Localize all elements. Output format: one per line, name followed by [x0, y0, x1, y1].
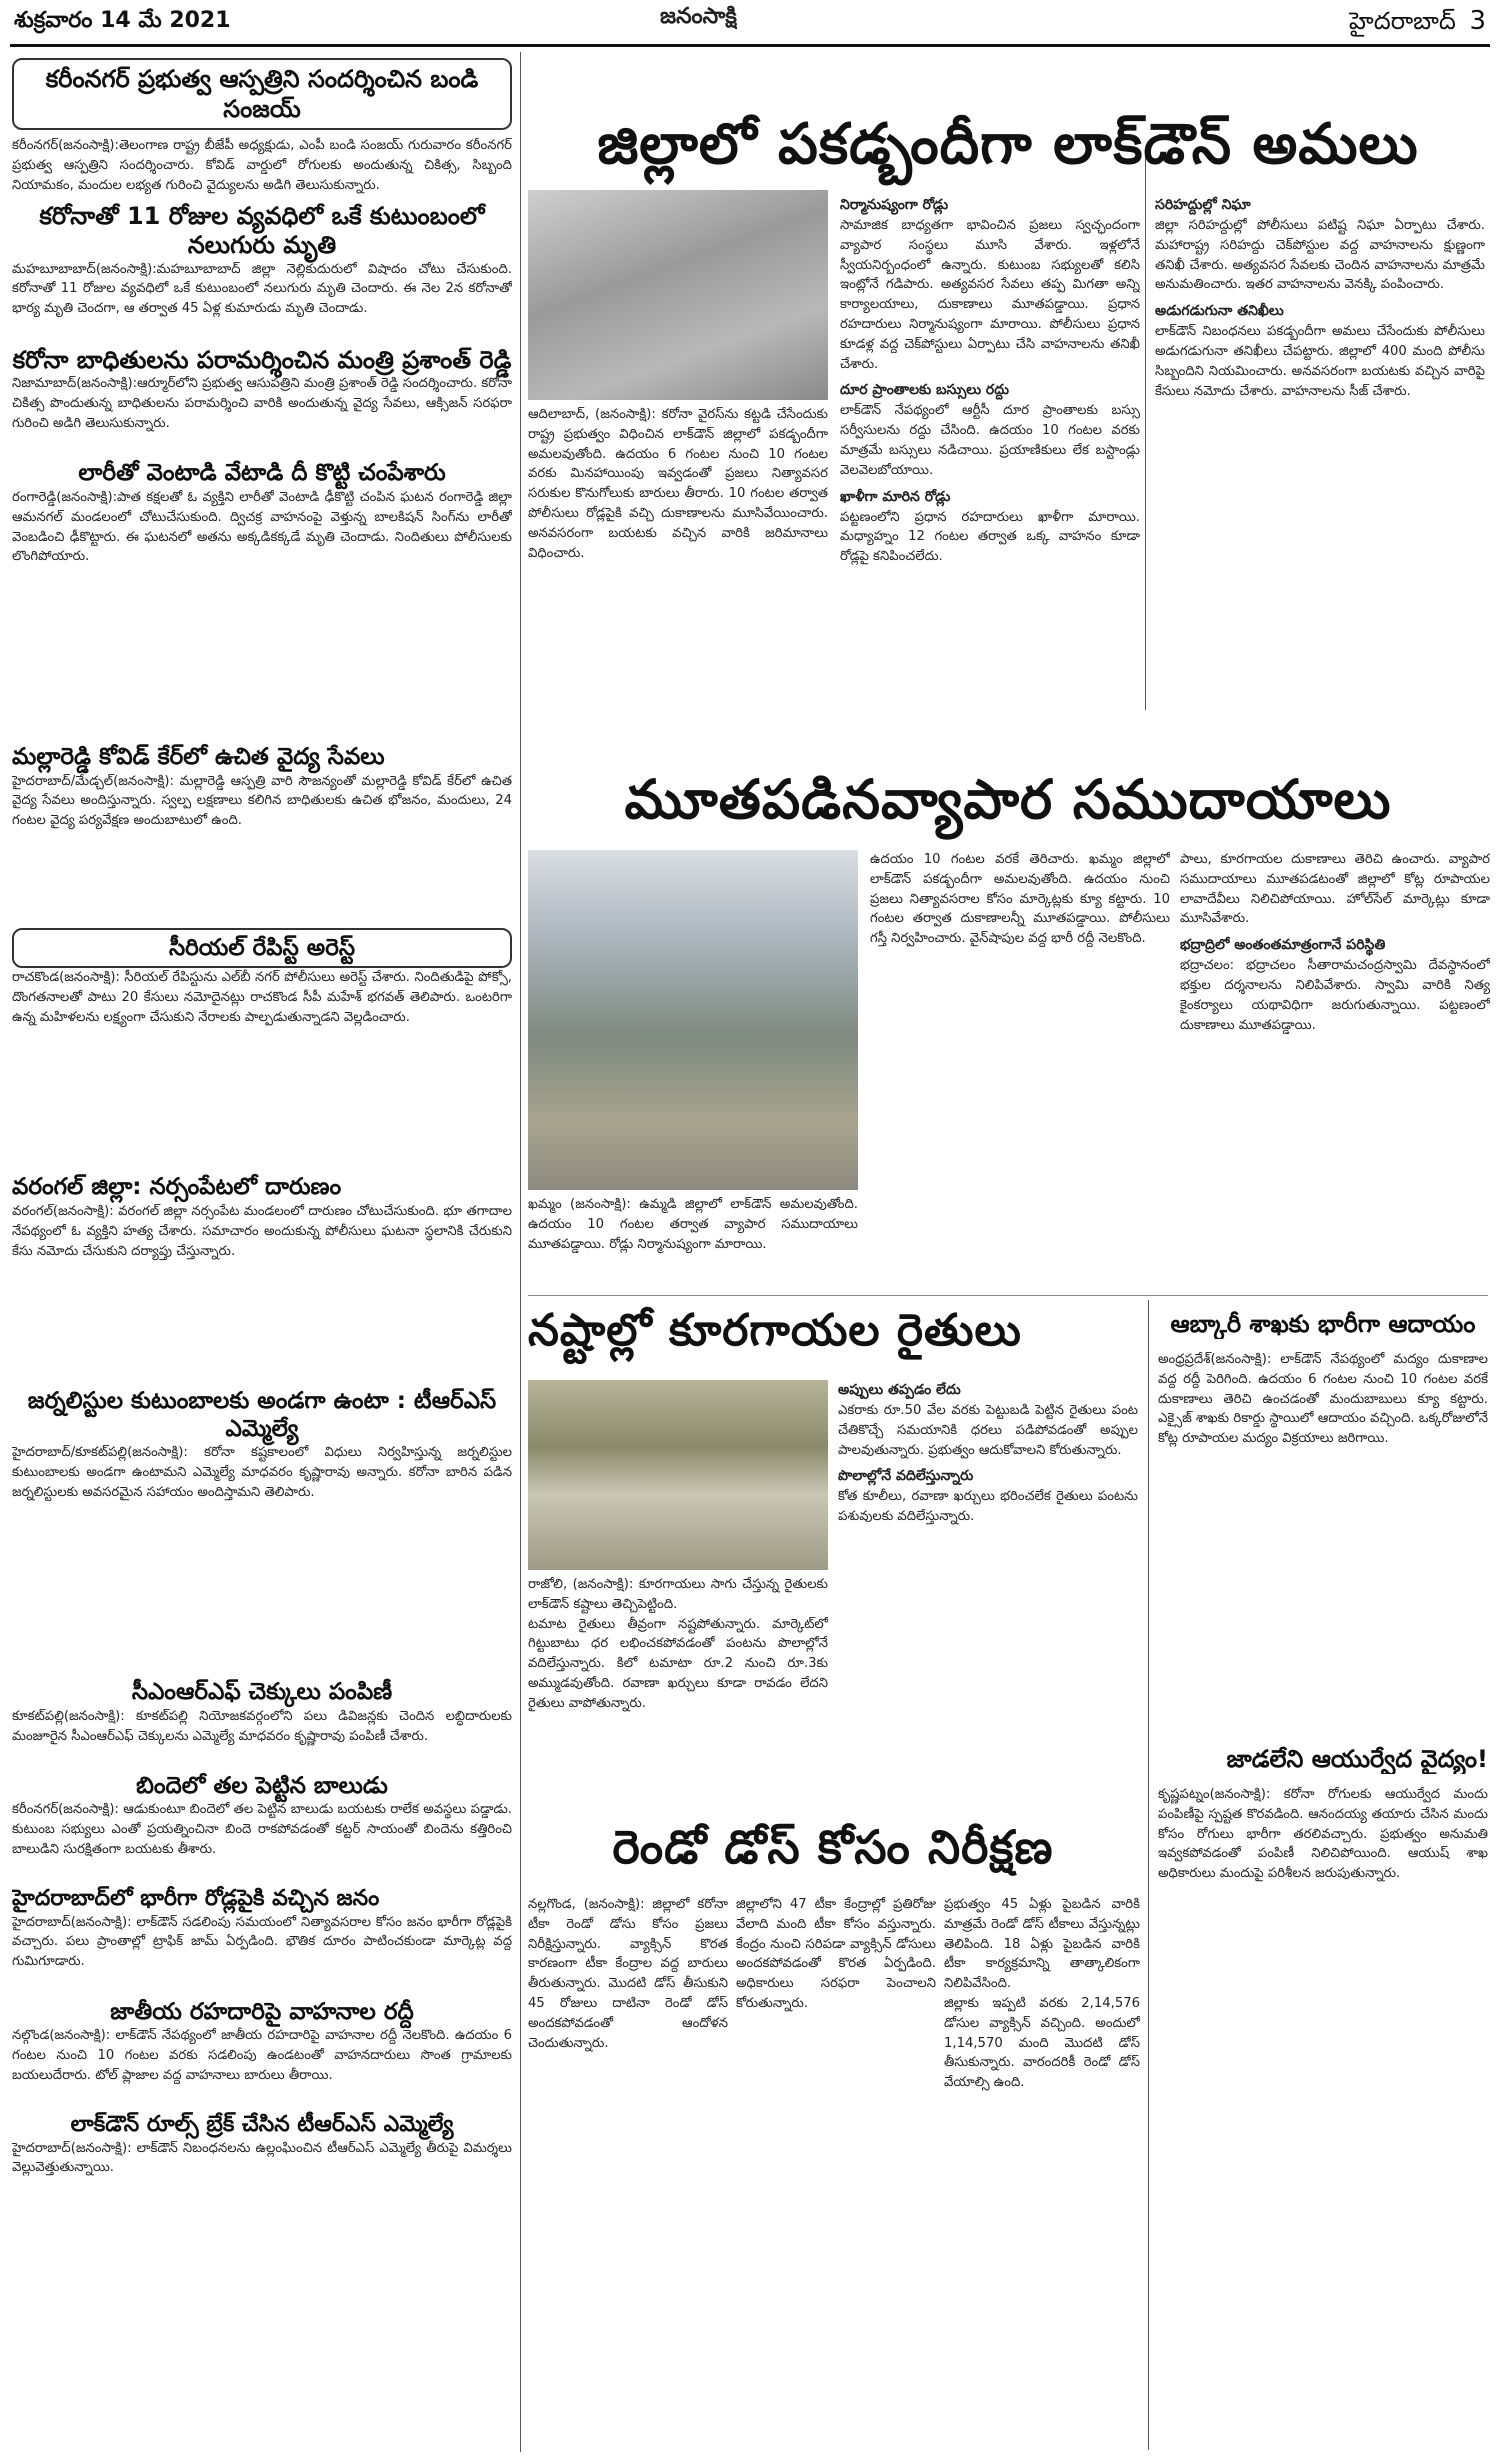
city-aerial-photo — [528, 850, 858, 1190]
left-story-headline: సీఎంఆర్ఎఫ్ చెక్కులు పంపిణీ — [131, 1679, 393, 1706]
business-body-col3 — [1180, 850, 1490, 1290]
section-divider — [528, 1295, 1488, 1296]
business-body: ఉదయం 10 గంటల వరకే తెరిచారు. ఖమ్మం జిల్లాలో లాక్‌డౌన్ పకడ్బందీగా అమలవుతోంది. ఉదయం నుంచి ప్రజలు నిత్యావసరాల కోసం మార్కెట్లకు క్యూ కట్టారు. 10 గంటల తర్వాత దుకాణాలన్నీ మూతపడ్డాయి. పోలీసులు గస్తీ నిర్వహించారు. వైన్‌షాపుల వద్ద భారీ రద్దీ నెలకొంది. — [870, 852, 1170, 947]
lockdown-subhead: అడుగడుగునా తనిఖీలు — [1155, 303, 1284, 320]
edition-city: హైదరాబాద్ — [1348, 7, 1456, 35]
excise-body: అంధ్రప్రదేశ్(జనంసాక్షి): లాక్‌డౌన్ నేపథ్యంలో మద్యం దుకాణాల వద్ద రద్దీ పెరిగింది. ఉదయం 6 గంటల నుంచి 10 గంటల వరకే దుకాణాలు తెరిచి ఉంచడంతో మందుబాబులు క్యూ కట్టారు. ఎక్సైజ్ శాఖకు రికార్డు స్థాయిలో ఆదాయం వచ్చింది. ఒక్కరోజులోనే కోట్ల రూపాయల మద్యం విక్రయాలు జరిగాయి. — [1158, 1352, 1488, 1447]
business-body-para: పాలు, కూరగాయల దుకాణాలు తెరిచి ఉంచారు. వ్యాపార సముదాయాలు మూతపడటంతో జిల్లాలో కోట్ల రూపాయల లావాదేవీలు నిలిచిపోయాయి. హోల్‌సేల్ మార్కెట్లు కూడా మూసివేశారు. — [1180, 852, 1490, 927]
farmers-caption — [528, 1575, 828, 1795]
farmers-body-para: టమాట రైతులు తీవ్రంగా నష్టపోతున్నారు. మార్కెట్‌లో గిట్టుబాటు ధర లభించకపోవడంతో పంటను పొలాల్లోనే వదిలేస్తున్నారు. కిలో టమాటా రూ.2 నుంచి రూ.3కు అమ్ముడవుతోంది. రవాణా ఖర్చులు కూడా రావడం లేదని రైతులు వాపోతున్నారు. — [528, 1616, 828, 1711]
lockdown-body-col2 — [840, 195, 1140, 705]
left-story-body: హైదరాబాద్/కూకట్‌పల్లి(జనంసాక్షి): కరోనా కష్టకాలంలో విధులు నిర్వహిస్తున్న జర్నలిస్టుల కుటుంబాలకు అండగా ఉంటామని ఎమ్మెల్యే మాధవరం కృష్ణారావు అన్నారు. కరోనా బారిన పడిన జర్నలిస్టులకు అవసరమైన సహాయం అందిస్తామని తెలిపారు. — [12, 1445, 512, 1500]
ayurveda-headline: జాడలేని ఆయుర్వేద వైద్యం! — [1226, 1745, 1488, 1773]
lockdown-street-photo — [528, 190, 828, 400]
left-story-body: రంగారెడ్డి(జనంసాక్షి):పాత కక్షలతో ఓ వ్యక్తిని లారీతో వెంటాడి ఢీకొట్టి చంపిన ఘటన రంగారెడ్డి జిల్లా ఆమనగల్ మండలంలో చోటుచేసుకుంది. ద్విచక్ర వాహనంపై వెళ్తున్న బాలకిషన్ సింగ్‌ను లారీతో వెంబడించి ఢీకొట్టారు. ఈ ఘటనలో అతను అక్కడికక్కడే మృతి చెందాడు. నిందితులు పోలీసులకు లొంగిపోయారు. — [12, 489, 512, 565]
left-story-headline: కరోనా బాధితులను పరామర్శించిన మంత్రి ప్రశాంత్ రెడ్డి — [12, 345, 512, 374]
farmers-subhead: అప్పులు తప్పడం లేదు — [838, 1382, 961, 1398]
lockdown-body-col3 — [1155, 195, 1485, 705]
left-column — [12, 58, 512, 2453]
second-dose-body-para: జిల్లాకు ఇప్పటి వరకు 2,14,576 డోసుల వ్యాక్సిన్ వచ్చింది. అందులో 1,14,570 మంది మొదటి డోస్ తీసుకున్నారు. వారందరికీ రెండో డోస్ వేయాల్సి ఉంది. — [944, 1995, 1140, 2091]
lockdown-body-para: పట్టణంలోని ప్రధాన రహదారులు ఖాళీగా మారాయి. మధ్యాహ్నం 12 గంటల తర్వాత ఒక్క వాహనం కూడా రోడ్లపై కనిపించలేదు. — [840, 509, 1140, 565]
left-story-body: వరంగల్(జనంసాక్షి): వరంగల్ జిల్లా నర్సంపేట మండలంలో దారుణం చోటుచేసుకుంది. భూ తగాదాల నేపథ్యంలో ఓ వ్యక్తిని హత్య చేశారు. సమాచారం అందుకున్న పోలీసులు ఘటనా స్థలానికి చేరుకుని కేసు నమోదు చేసుకుని దర్యాప్తు చేస్తున్నారు. — [12, 1203, 512, 1259]
left-story-body: మహబూబాబాద్(జనంసాక్షి):మహబూబాబాద్ జిల్లా నెల్లికుదురులో విషాదం చోటు చేసుకుంది. కరోనాతో 11 రోజుల వ్యవధిలో ఒకే కుటుంబంలో నలుగురు మృతి చెందారు. ఈ నెల 2న కరోనాతో భార్య మృతి చెందగా, ఆ తర్వాత 45 ఏళ్ల కుమారుడు మృతి చెందాడు. — [12, 261, 512, 317]
second-dose-body-para: ప్రభుత్వం 45 ఏళ్లు పైబడిన వారికి మాత్రమే రెండో డోస్ టీకాలు వేస్తున్నట్లు తెలిపింది. 18 ఏళ్లు పైబడిన వారికి టీకా కార్యక్రమాన్ని తాత్కాలికంగా నిలిపివేసింది. — [944, 1897, 1140, 1992]
left-story-body: నల్గొండ(జనంసాక్షి): లాక్‌డౌన్ నేపథ్యంలో జాతీయ రహదారిపై వాహనాల రద్దీ నెలకొంది. ఉదయం 6 గంటల నుంచి 10 గంటల వరకు సడలింపు ఉండటంతో వాహనదారులు సొంత గ్రామాలకు బయలుదేరారు. టోల్ ప్లాజాల వద్ద వాహనాలు బారులు తీరాయి. — [12, 2028, 512, 2083]
vegetable-field-photo — [528, 1380, 828, 1570]
farmers-body-para: కోత కూలీలు, రవాణా ఖర్చులు భరించలేక రైతులు పంటను పశువులకు వదిలేస్తున్నారు. — [838, 1489, 1138, 1525]
lockdown-subhead: దూర ప్రాంతాలకు బస్సులు రద్దు — [840, 382, 1009, 399]
lockdown-body-para: లాక్‌డౌన్ నేపథ్యంలో ఆర్టీసీ దూర ప్రాంతాలకు బస్సు సర్వీసులను రద్దు చేసింది. ఉదయం 10 గంటల వరకు మాత్రమే బస్సులు నడిచాయి. ప్రయాణికులు లేక బస్టాండ్లు వెలవెలబోయాయి. — [840, 403, 1140, 478]
lockdown-body-para: సామాజిక బాధ్యతగా భావించిన ప్రజలు స్వచ్ఛందంగా వ్యాపార సంస్థలు మూసి వేశారు. ఇళ్లలోనే స్వీయనిర్బంధంలో ఉన్నారు. కుటుంబ సభ్యులతో కలిసి ఇంట్లోనే గడిపారు. అత్యవసర సేవలు తప్ప మిగతా అన్ని కార్యాలయాలు, దుకాణాలు మూతపడ్డాయి. ప్రధాన రహదారులు నిర్మానుష్యంగా మారాయి. పోలీసులు ప్రధాన కూడళ్ల వద్ద చెక్‌పోస్టులు ఏర్పాటు చేసి వాహనాలను తనిఖీ చేశారు. — [840, 218, 1140, 372]
lockdown-subhead: ఖాళీగా మారిన రోడ్లు — [840, 488, 951, 505]
column-divider — [1145, 150, 1146, 710]
left-story-body: హైదరాబాద్(జనంసాక్షి): లాక్‌డౌన్ సడలింపు సమయంలో నిత్యావసరాల కోసం జనం భారీగా రోడ్లపైకి వచ్చారు. పలు ప్రాంతాల్లో ట్రాఫిక్ జామ్ ఏర్పడింది. భౌతిక దూరం పాటించకుండా మార్కెట్ల వద్ద గుమిగూడారు. — [12, 1914, 512, 1970]
excise-headline: ఆబ్కారీ శాఖకు భారీగా ఆదాయం — [1170, 1310, 1476, 1338]
lockdown-subhead: సరిహద్దుల్లో నిఘా — [1155, 197, 1251, 213]
lockdown-body — [528, 405, 828, 705]
second-dose-body-col1: నల్లగొండ, (జనంసాక్షి): జిల్లాలో కరోనా టీకా రెండో డోసు కోసం ప్రజలు నిరీక్షిస్తున్నారు. వ్యాక్సిన్ కొరత కారణంగా టీకా కేంద్రాల వద్ద బారులు తీరుతున్నారు. మొదటి డోస్ తీసుకుని 45 రోజులు దాటినా రెండో డోస్ అందకపోవడంతో ఆందోళన చెందుతున్నారు. — [528, 1897, 728, 2051]
left-story-headline: జాతీయ రహదారిపై వాహనాల రద్దీ — [110, 1998, 414, 2025]
second-dose-body-col2: జిల్లాలోని 47 టీకా కేంద్రాల్లో ప్రతిరోజు వేలాది మంది టీకా కోసం వస్తున్నారు. కేంద్రం నుంచి సరిపడా వ్యాక్సిన్ డోసులు అందకపోవడంతో కొరత ఏర్పడింది. అధికారులు సరఫరా పెంచాలని కోరుతున్నారు. — [736, 1897, 936, 2011]
city-photo-caption: ఖమ్మం (జనంసాక్షి): ఉమ్మడి జిల్లాలో లాక్‌డౌన్ అమలవుతోంది. ఉదయం 10 గంటల తర్వాత వ్యాపార సముదాయాలు మూతపడ్డాయి. రోడ్లు నిర్మానుష్యంగా మారాయి. — [528, 1197, 858, 1252]
business-subhead: భద్రాద్రిలో అంతంతమాత్రంగానే పరిస్థితి — [1180, 937, 1386, 954]
left-story-body: కూకట్‌పల్లి(జనంసాక్షి): కూకట్‌పల్లి నియోజకవర్గంలోని పలు డివిజన్లకు చెందిన లబ్ధిదారులకు మంజూరైన సీఎంఆర్ఎఫ్ చెక్కులను ఎమ్మెల్యే మాధవరం కృష్ణారావు పంపిణీ చేశారు. — [12, 1708, 512, 1744]
farmers-subhead: పొలాల్లోనే వదిలేస్తున్నారు — [838, 1468, 974, 1485]
left-story-headline: మల్లారెడ్డి కోవిడ్ కేర్‌లో ఉచిత వైద్య సేవలు — [12, 743, 385, 770]
farmers-caption-para: రాజోలి, (జనంసాక్షి): కూరగాయలు సాగు చేస్తున్న రైతులకు లాక్‌డౌన్ కష్టాలు తెచ్చిపెట్టింది. — [528, 1577, 828, 1612]
left-story-body: రాచకొండ(జనంసాక్షి): సీరియల్ రేపిస్టును ఎల్‌బీ నగర్ పోలీసులు అరెస్ట్ చేశారు. నిందితుడిపై పోక్సో, దొంగతనాలతో పాటు 20 కేసులు నమోదైనట్లు రాచకొండ సీపీ మహేశ్ భగవత్ తెలిపారు. ఒంటరిగా ఉన్న మహిళలను లక్ష్యంగా చేసుకుని నేరాలకు పాల్పడుతున్నాడని వెల్లడించారు. — [12, 970, 512, 1025]
lockdown-subhead: నిర్మానుష్యంగా రోడ్లు — [840, 197, 949, 213]
left-story-body: హైదరాబాద్/మేడ్చల్(జనంసాక్షి): మల్లారెడ్డి ఆస్పత్రి వారి సౌజన్యంతో మల్లారెడ్డి కోవిడ్ కేర్‌లో ఉచిత వైద్య సేవలు అందిస్తున్నారు. స్వల్ప లక్షణాలు కలిగిన బాధితులకు ఉచిత భోజనం, మందులు, 24 గంటల వైద్య పర్యవేక్షణ అందుబాటులో ఉంది. — [12, 773, 512, 829]
left-story-headline: హైదరాబాద్‌లో భారీగా రోడ్లపైకి వచ్చిన జనం — [12, 1886, 380, 1912]
farmers-headline: నష్టాల్లో కూరగాయల రైతులు — [528, 1305, 1022, 1356]
farmers-body-para: ఎకరాకు రూ.50 వేల వరకు పెట్టుబడి పెట్టిన రైతులు పంట చేతికొచ్చే సమయానికి ధరలు పడిపోవడంతో అప్పుల పాలవుతున్నారు. ప్రభుత్వం ఆదుకోవాలని కోరుతున్నారు. — [838, 1403, 1138, 1458]
page-number: 3 — [1469, 6, 1486, 36]
left-story-headline: కరోనాతో 11 రోజుల వ్యవధిలో ఒకే కుటుంబంలో నలుగురు మృతి — [39, 202, 485, 259]
left-story-body: కరీంనగర్(జనంసాక్షి): ఆడుకుంటూ బిందెలో తల పెట్టిన బాలుడు బయటకు రాలేక అవస్థలు పడ్డాడు. కుటుంబ సభ్యులు ఎంతో ప్రయత్నించినా బిందె రాకపోవడంతో కట్టర్ సాయంతో బిందెను కత్తిరించి బాలుడిని సురక్షితంగా బయటకు తీశారు. — [12, 1802, 512, 1857]
left-story-body: కరీంనగర్(జనంసాక్షి):తెలంగాణ రాష్ట్ర బీజేపీ అధ్యక్షుడు, ఎంపీ బండి సంజయ్ గురువారం కరీంనగర్ ప్రభుత్వ ఆస్పత్రిని సందర్శించారు. కోవిడ్ వార్డులో రోగులకు అందుతున్న చికిత్స, సిబ్బంది నియామకం, మందుల లభ్యత గురించి వైద్యులను అడిగి తెలుసుకున్నారు. — [12, 138, 512, 193]
column-divider — [1148, 1300, 1149, 2450]
left-story-headline: కరీంనగర్ ప్రభుత్వ ఆస్పత్రిని సందర్శించిన బండి సంజయ్ — [12, 58, 512, 130]
lockdown-body-para: లాక్‌డౌన్ నిబంధనలు పకడ్బందీగా అమలు చేసేందుకు పోలీసులు అడుగడుగునా తనిఖీలు చేపట్టారు. జిల్లాలో 400 మంది పోలీసు సిబ్బందిని నియమించారు. అనవసరంగా బయటకు వచ్చిన వారిపై కేసులు నమోదు చేశారు. వాహనాలను సీజ్ చేశారు. — [1155, 324, 1485, 399]
left-story-headline: లారీతో వెంటాడి వేటాడి దీ కొట్టి చంపేశారు — [78, 460, 446, 487]
lockdown-body-para: ఆదిలాబాద్, (జనంసాక్షి): కరోనా వైరస్‌ను కట్టడి చేసేందుకు రాష్ట్ర ప్రభుత్వం విధించిన లాక్‌డౌన్ జిల్లాలో పకడ్బందీగా అమలవుతోంది. ఉదయం 6 గంటల నుంచి 10 గంటల వరకు మినహాయింపు ఇవ్వడంతో ప్రజలు నిత్యావసర సరుకుల కొనుగోలుకు బారులు తీరారు. 10 గంటల తర్వాత పోలీసులు రోడ్లపైకి వచ్చి దుకాణాలను మూసివేయించారు. అనవసరంగా బయటకు వచ్చిన వారికి జరిమానాలు విధించారు. — [528, 407, 828, 561]
business-headline: మూతపడినవ్యాపార సముదాయాలు — [624, 768, 1392, 831]
page-edition — [1349, 6, 1486, 41]
issue-date: శుక్రవారం 14 మే 2021 — [14, 8, 231, 33]
left-story-headline: జర్నలిస్టుల కుటుంబాలకు అండగా ఉంటా : టీఆర్ఎస్ ఎమ్మెల్యే — [27, 1387, 497, 1442]
ayurveda-body: కృష్ణపట్నం(జనంసాక్షి): కరోనా రోగులకు ఆయుర్వేద మందు పంపిణీపై స్పష్టత కొరవడింది. ఆనందయ్య తయారు చేసిన మందు కోసం రోగులు భారీగా తరలివచ్చారు. ప్రభుత్వం అనుమతి ఇవ్వకపోవడంతో పంపిణీ నిలిచిపోయింది. ఆయుష్ శాఖ అధికారులు మందుపై పరిశీలన జరుపుతున్నారు. — [1158, 1787, 1488, 1882]
lockdown-headline: జిల్లాలో పకడ్బందీగా లాక్‌డౌన్ అమలు — [597, 112, 1419, 177]
second-dose-headline: రెండో డోస్ కోసం నిరీక్షణ — [612, 1820, 1054, 1874]
masthead-rule — [10, 44, 1490, 47]
column-divider — [520, 52, 521, 2452]
left-story-body: హైదరాబాద్(జనంసాక్షి): లాక్‌డౌన్ నిబంధనలను ఉల్లంఘించిన టీఆర్ఎస్ ఎమ్మెల్యే తీరుపై విమర్శలు వెల్లువెత్తుతున్నాయి. — [12, 2140, 512, 2176]
left-story-headline: లాక్‌డౌన్ రూల్స్ బ్రేక్ చేసిన టీఆర్ఎస్ ఎమ్మెల్యే — [70, 2112, 454, 2138]
newspaper-name: జనంసాక్షి — [660, 4, 737, 29]
second-dose-body-col3 — [944, 1895, 1140, 2445]
left-story-headline: వరంగల్ జిల్లా: నర్సంపేటలో దారుణం — [12, 1174, 342, 1201]
farmers-body-col2 — [838, 1380, 1138, 1800]
left-story-body: నిజామాబాద్(జనంసాక్షి):ఆర్మూర్‌లోని ప్రభుత్వ ఆసుపత్రిని మంత్రి ప్రశాంత్ రెడ్డి సందర్శించారు. కరోనా చికిత్స పొందుతున్న బాధితులను పరామర్శించి వారికి అందుతున్న వైద్య సేవలు, ఆక్సిజన్ సరఫరా గురించి అడిగి తెలుసుకున్నారు. — [12, 376, 512, 431]
business-body-para: భద్రాచలం: భద్రాచలం సీతారామచంద్రస్వామి దేవస్థానంలో భక్తుల దర్శనాలను నిలిపివేశారు. స్వామి వారికి నిత్య కైంకర్యాలు యథావిధిగా జరుగుతున్నాయి. పట్టణంలో దుకాణాలు మూతపడ్డాయి. — [1180, 958, 1490, 1033]
left-story-headline: బిందెలో తల పెట్టిన బాలుడు — [136, 1772, 388, 1799]
left-story-headline: సీరియల్ రేపిస్ట్ అరెస్ట్ — [12, 928, 512, 969]
lockdown-body-para: జిల్లా సరిహద్దుల్లో పోలీసులు పటిష్ట నిఘా ఏర్పాటు చేశారు. మహారాష్ట్ర సరిహద్దు చెక్‌పోస్టుల వద్ద వాహనాలను క్షుణ్ణంగా తనిఖీ చేశారు. అత్యవసర సేవలకు చెందిన వాహనాలను మాత్రమే అనుమతించారు. ఇతర వాహనాలను వెనక్కి పంపించారు. — [1155, 218, 1485, 293]
